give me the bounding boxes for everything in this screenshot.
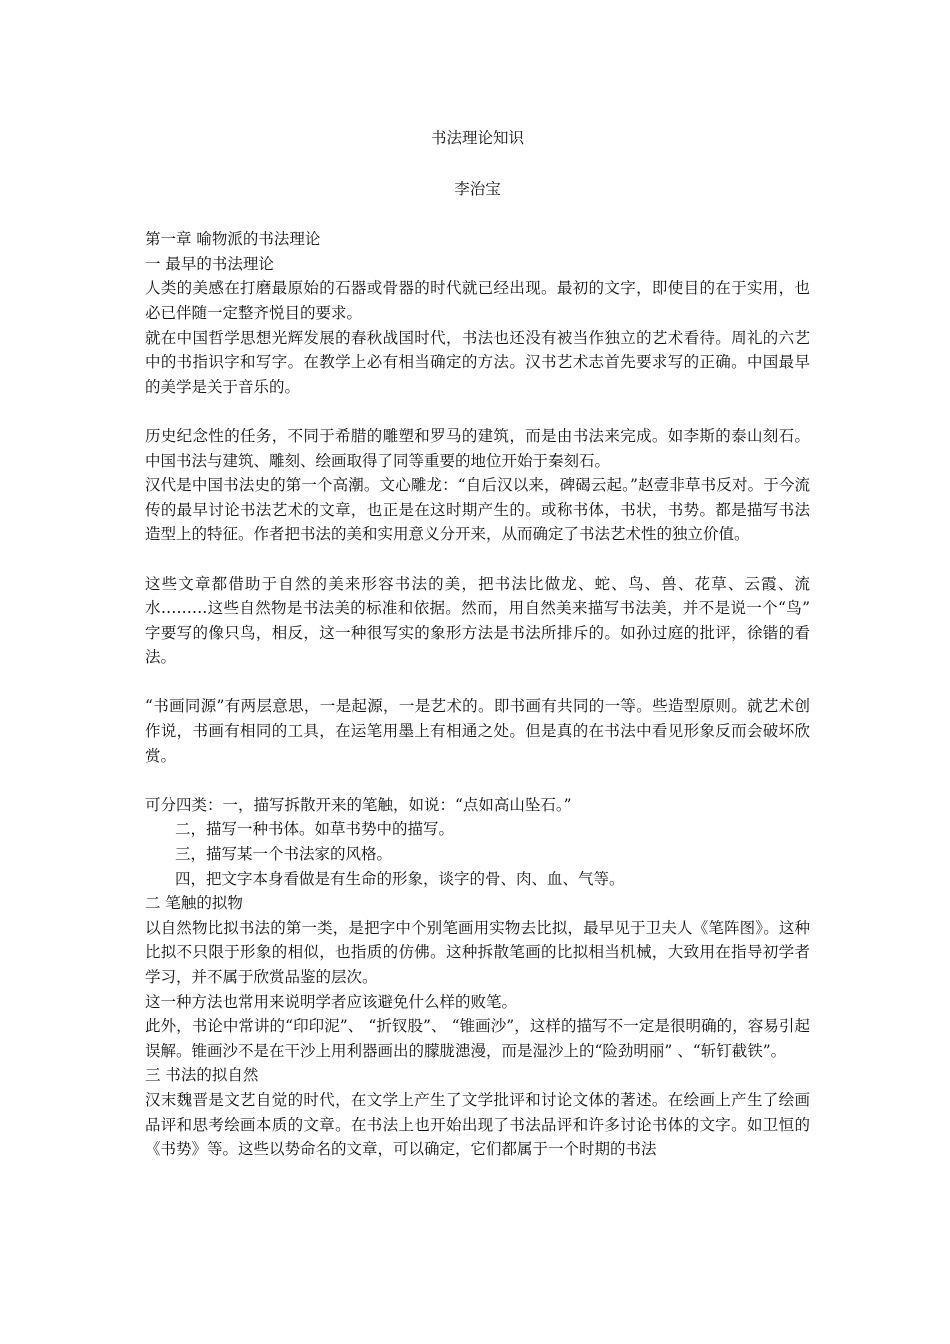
paragraph-6: “书画同源”有两层意思，一是起源，一是艺术的。即书画有共同的一等。些造型原则。就艺术创作说，书画有相同的工具，在运笔用墨上有相通之处。但是真的在书法中看见形象反而会破坏欣赏。 [145,697,810,765]
chapter-heading: 第一章 喻物派的书法理论 [145,230,321,249]
list-item-4: 四，把文字本身看做是有生命的形象，谈字的骨、肉、血、气等。 [175,869,625,888]
section-heading-2: 二 笔触的拟物 [145,894,243,913]
list-item-2: 二，描写一种书体。如草书势中的描写。 [175,820,455,839]
paragraph-11: 汉末魏晋是文艺自觉的时代，在文学上产生了文学批评和讨论文体的著述。在绘画上产生了绘画品评和思考绘画本质的文章。在书法上也开始出现了书法品评和许多讨论书体的文字。如卫恒的《书势》等。这些以势命名的文章，可以确定，它们都属于一个时期的书法 [145,1090,810,1159]
paragraph-9: 这一种方法也常用来说明学者应该避免什么样的败笔。 [145,992,518,1011]
paragraph-8: 以自然物比拟书法的第一类，是把字中个别笔画用实物去比拟，最早见于卫夫人《笔阵图》。这种比拟不只限于形象的相似，也指质的仿佛。这种拆散笔画的比拟相当机械，大致用在指导初学者学习，并不属于欣赏品鉴的层次。 [145,918,810,986]
section-heading-1: 一 最早的书法理论 [145,254,274,273]
document-body [145,126,810,1162]
paragraph-4: 汉代是中国书法史的第一个高潮。文心雕龙：“自后汉以来，碑碣云起。”赵壹非草书反对。于今流传的最早讨论书法艺术的文章，也正是在这时期产生的。或称书体，书状，书势。都是描写书法造型上的特征。作者把书法的美和实用意义分开来，从而确定了书法艺术性的独立价值。 [145,476,810,544]
section-heading-3: 三 书法的拟自然 [145,1066,259,1085]
paragraph-gap [145,547,810,572]
paragraph-gap [145,768,810,793]
paragraph-1: 人类的美感在打磨最原始的石器或骨器的时代就已经出现。最初的文字，即使目的在于实用，也必已伴随一定整齐悦目的要求。 [145,279,810,322]
document-title: 书法理论知识 [430,129,524,147]
list-item-3: 三，描写某一个书法家的风格。 [175,845,393,864]
paragraph-7: 可分四类：一，描写拆散开来的笔触，如说：“点如高山坠石。” [145,795,572,814]
document-author: 李治宝 [454,179,501,198]
paragraph-gap [145,399,810,424]
paragraph-3: 历史纪念性的任务，不同于希腊的雕塑和罗马的建筑，而是由书法来完成。如李斯的泰山刻石。中国书法与建筑、雕刻、绘画取得了同等重要的地位开始于秦刻石。 [145,426,810,470]
paragraph-2: 就在中国哲学思想光辉发展的春秋战国时代，书法也还没有被当作独立的艺术看待。周礼的六艺中的书指识字和写字。在教学上必有相当确定的方法。汉书艺术志首先要求写的正确。中国最早的美学是关于音乐的。 [145,328,810,396]
paragraph-5: 这些文章都借助于自然的美来形容书法的美，把书法比做龙、蛇、鸟、兽、花草、云霞、流水………这些自然物是书法美的标准和依据。然而，用自然美来描写书法美，并不是说一个“鸟” 字要写的像只鸟，相反，这一种很写实的象形方法是书法所排斥的。如孙过庭的批评，徐锴的看法。 [145,574,810,667]
paragraph-gap [145,670,810,695]
paragraph-10: 此外，书论中常讲的“印印泥”、 “折钗股”、 “锥画沙”，这样的描写不一定是很明确的，容易引起误解。锥画沙不是在干沙上用利器画出的朦胧漶漫，而是湿沙上的“险劲明丽” 、“斩钉截铁”。 [145,1017,810,1060]
